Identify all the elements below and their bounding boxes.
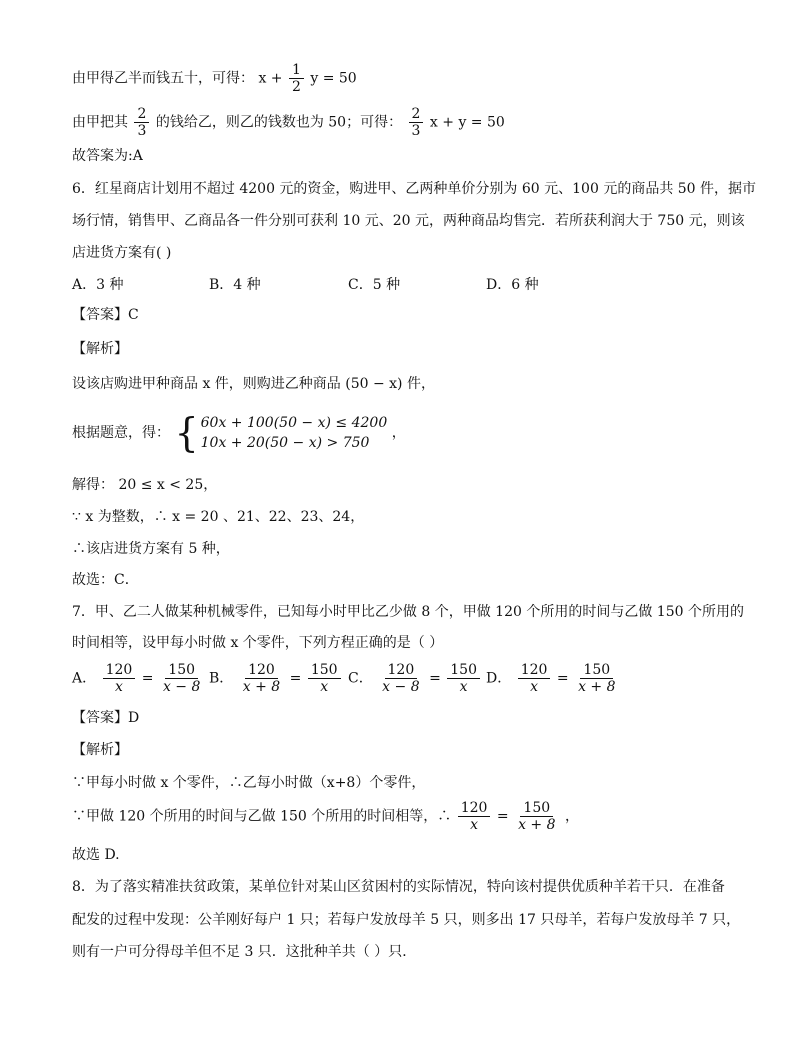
text-a: 由甲把其 (72, 114, 128, 131)
eq: = (429, 670, 441, 687)
answer-line-a: 故答案为:A (72, 148, 143, 164)
q7-stem-line-2: 时间相等，设甲每小时做 x 个零件，下列方程正确的是（ ） (72, 635, 444, 651)
fraction-two-thirds-2: $\frac{2}{3}$ (409, 106, 424, 139)
inequality-1: 60x + 100(50 − x) ≤ 4200 (200, 415, 388, 431)
num: 150 (165, 662, 198, 679)
equation-suffix: y = 50 (310, 70, 357, 87)
fraction-half: $\frac{1}{2}$ (289, 62, 304, 95)
q6-step-1: 设该店购进甲种商品 x 件，则购进乙种商品 (50 − x) 件， (72, 376, 435, 392)
q6-step-3: 解得： 20 ≤ x < 25， (72, 477, 218, 493)
num: 120 (385, 662, 418, 679)
comma: ， (391, 425, 406, 441)
label: 根据题意，得： (72, 425, 170, 441)
q7-analysis-heading: 【解析】 (72, 742, 128, 758)
q6-step-4: ∵ x 为整数，∴ x = 20 、21、22、23、24， (72, 509, 365, 525)
q7-option-d (486, 662, 621, 695)
q8-stem-line-2: 配发的过程中发现：公羊刚好每户 1 只；若每户发放母羊 5 只，则多出 17 只母羊，若每户发放母羊 7 只， (72, 912, 741, 928)
equation-prefix: x + (258, 70, 283, 87)
q7-step-1: ∵甲每小时做 x 个零件，∴乙每小时做（x+8）个零件， (72, 775, 426, 791)
num: 150 (520, 800, 553, 817)
den: x (320, 679, 329, 695)
q6-option-c: C．5 种 (348, 277, 401, 293)
den: x (530, 679, 538, 695)
inequality-system (174, 409, 388, 457)
fraction-two-thirds: $\frac{2}{3}$ (134, 106, 149, 139)
q6-option-b: B．4 种 (209, 277, 261, 293)
den: x + 8 (578, 679, 616, 695)
solution-line-2 (72, 106, 505, 139)
num: 120 (245, 662, 278, 679)
num: 150 (308, 662, 341, 679)
text: 由甲得乙半而钱五十，可得： (72, 70, 254, 87)
q6-step-6: 故选：C． (72, 572, 139, 588)
den: x − 8 (162, 679, 201, 695)
q7-step-2 (72, 800, 579, 833)
inequality-2: 10x + 20(50 − x) > 750 (200, 435, 370, 451)
q7-answer: 【答案】D (72, 710, 140, 726)
q6-answer: 【答案】C (72, 307, 139, 323)
q7-option-a (72, 662, 205, 695)
equation-suffix: x + y = 50 (429, 114, 505, 131)
brace-icon: { (174, 409, 199, 457)
num: 120 (518, 662, 551, 679)
den: x − 8 (382, 679, 420, 695)
den: x (459, 679, 468, 695)
num: 150 (580, 662, 613, 679)
q6-option-a: A．3 种 (72, 277, 124, 293)
solution-line-1 (72, 62, 357, 95)
q6-analysis-heading: 【解析】 (72, 341, 128, 357)
eq: = (496, 808, 509, 825)
den: x (114, 679, 123, 695)
label: C． (348, 670, 373, 687)
comma: ， (564, 808, 579, 825)
q6-stem-line-2: 场行情，销售甲、乙商品各一件分别可获利 10 元、20 元，两种商品均售完．若所获利润大于 750 元，则该 (72, 213, 745, 229)
q6-stem-line-1: 6．红星商店计划用不超过 4200 元的资金，购进甲、乙两种单价分别为 60 元、100 元的商品共 50 件，据市 (72, 181, 757, 197)
eq: = (141, 670, 154, 687)
q7-option-c (348, 662, 482, 695)
q8-stem-line-1: 8．为了落实精准扶贫政策，某单位针对某山区贫困村的实际情况，特向该村提供优质种羊若干只．在准备 (72, 879, 725, 895)
num: 150 (447, 662, 480, 679)
q6-option-d: D．6 种 (486, 277, 539, 293)
eq: = (556, 670, 569, 687)
q7-step-3: 故选 D. (72, 847, 120, 863)
num: 120 (458, 800, 491, 817)
den: x (470, 817, 479, 833)
text: ∵甲做 120 个所用的时间与乙做 150 个所用的时间相等，∴ (72, 808, 452, 825)
q7-option-b (209, 662, 343, 695)
q6-step-5: ∴该店进货方案有 5 种， (72, 541, 230, 557)
label: B． (209, 670, 234, 687)
text-b: 的钱给乙，则乙的钱数也为 50；可得： (155, 114, 403, 131)
eq: = (289, 670, 302, 687)
num: 120 (103, 662, 136, 679)
q7-stem-line-1: 7．甲、乙二人做某种机械零件，已知每小时甲比乙少做 8 个，甲做 120 个所用的时间与乙做 150 个所用的 (72, 604, 744, 620)
den: x + 8 (518, 817, 556, 833)
den: x + 8 (242, 679, 281, 695)
label: A． (72, 670, 97, 687)
label: D． (486, 670, 512, 687)
q6-step-2 (72, 409, 406, 457)
q6-stem-line-3: 店进货方案有( ) (72, 245, 172, 261)
q8-stem-line-3: 则有一户可分得母羊但不足 3 只．这批种羊共（ ）只． (72, 944, 417, 960)
